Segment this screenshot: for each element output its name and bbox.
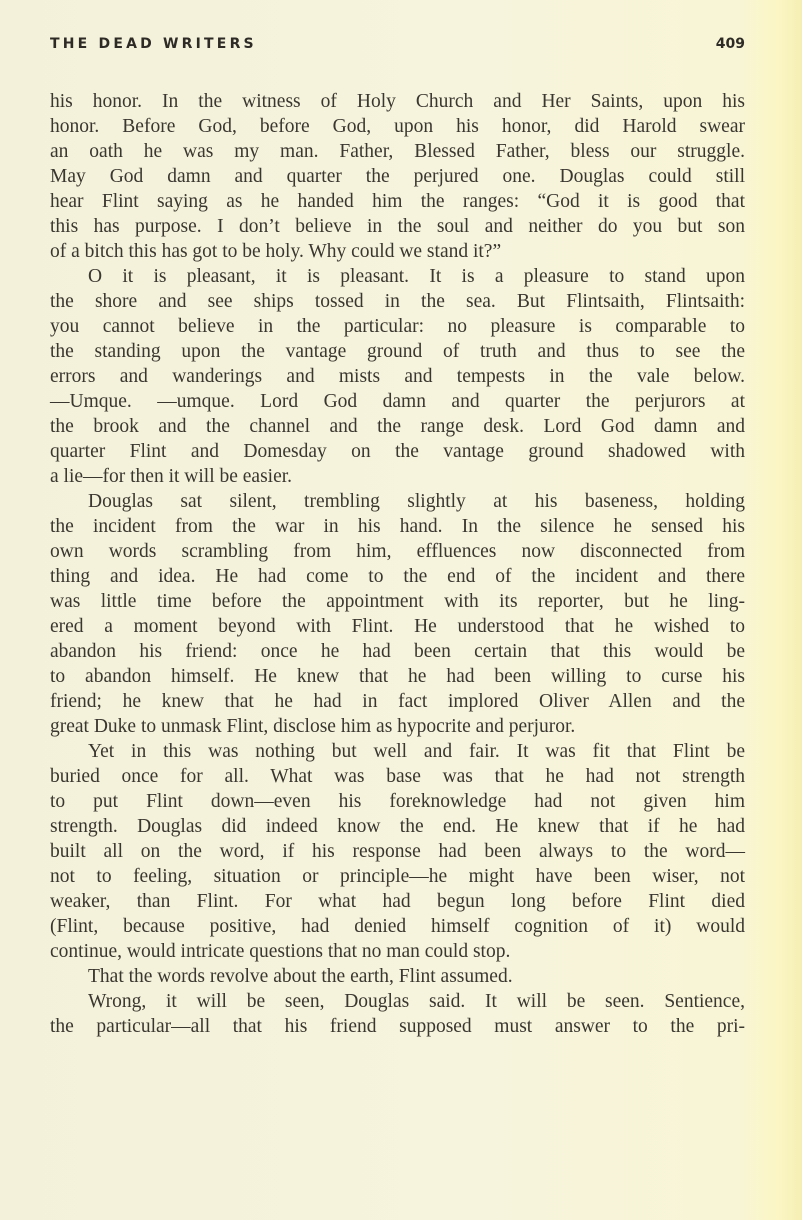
- text-line: you cannot believe in the particular: no pleasure is comparable to: [50, 316, 745, 337]
- text-line: —Umque. —umque. Lord God damn and quarter the perjurors at: [50, 391, 745, 412]
- text-line: was little time before the appointment with its reporter, but he ling-: [50, 591, 745, 612]
- paragraph: [50, 89, 745, 264]
- text-line: this has purpose. I don’t believe in the soul and neither do you but son: [50, 216, 745, 237]
- text-line: honor. Before God, before God, upon his honor, did Harold swear: [50, 116, 745, 137]
- text-line: weaker, than Flint. For what had begun long before Flint died: [50, 891, 745, 912]
- text-line: own words scrambling from him, effluences now disconnected from: [50, 541, 745, 562]
- text-line: continue, would intricate questions that no man could stop.: [50, 941, 511, 962]
- text-line: a lie—for then it will be easier.: [50, 466, 293, 487]
- page-number: 409: [715, 36, 745, 52]
- text-line: abandon his friend: once he had been certain that this would be: [50, 641, 745, 662]
- text-line: the brook and the channel and the range desk. Lord God damn and: [50, 416, 745, 437]
- text-line: of a bitch this has got to be holy. Why could we stand it?”: [50, 241, 502, 262]
- text-line: quarter Flint and Domesday on the vantage ground shadowed with: [50, 441, 745, 462]
- text-line: built all on the word, if his response had been always to the word—: [50, 841, 745, 862]
- text-line: the shore and see ships tossed in the sea. But Flintsaith, Flintsaith:: [50, 291, 745, 312]
- paragraph: [50, 964, 745, 989]
- text-line: great Duke to unmask Flint, disclose him as hypocrite and perjuror.: [50, 716, 576, 737]
- text-line: an oath he was my man. Father, Blessed Father, bless our struggle.: [50, 141, 745, 162]
- text-line: to abandon himself. He knew that he had been willing to curse his: [50, 666, 745, 687]
- text-line: to put Flint down—even his foreknowledge had not given him: [50, 791, 745, 812]
- text-line: hear Flint saying as he handed him the ranges: “God it is good that: [50, 191, 745, 212]
- text-line: not to feeling, situation or principle—he might have been wiser, not: [50, 866, 745, 887]
- text-line: That the words revolve about the earth, Flint assumed.: [88, 966, 513, 987]
- text-line: Douglas sat silent, trembling slightly at his baseness, holding: [88, 491, 745, 512]
- paragraph: [50, 489, 745, 739]
- text-line: thing and idea. He had come to the end of the incident and there: [50, 566, 745, 587]
- page-header: [50, 36, 745, 58]
- paragraph: [50, 989, 745, 1039]
- text-line: Wrong, it will be seen, Douglas said. It will be seen. Sentience,: [88, 991, 745, 1012]
- text-line: friend; he knew that he had in fact implored Oliver Allen and the: [50, 691, 745, 712]
- running-head: THE DEAD WRITERS: [50, 36, 257, 52]
- paragraph: [50, 264, 745, 489]
- text-line: buried once for all. What was base was that he had not strength: [50, 766, 745, 787]
- text-line: (Flint, because positive, had denied himself cognition of it) would: [50, 916, 745, 937]
- text-line: the particular—all that his friend supposed must answer to the pri-: [50, 1016, 745, 1037]
- paragraph: [50, 739, 745, 964]
- text-line: his honor. In the witness of Holy Church and Her Saints, upon his: [50, 91, 745, 112]
- text-line: the standing upon the vantage ground of truth and thus to see the: [50, 341, 745, 362]
- text-line: Yet in this was nothing but well and fair. It was fit that Flint be: [88, 741, 745, 762]
- text-line: ered a moment beyond with Flint. He understood that he wished to: [50, 616, 745, 637]
- text-line: May God damn and quarter the perjured one. Douglas could still: [50, 166, 745, 187]
- text-line: strength. Douglas did indeed know the end. He knew that if he had: [50, 816, 745, 837]
- text-line: O it is pleasant, it is pleasant. It is a pleasure to stand upon: [88, 266, 745, 287]
- text-line: errors and wanderings and mists and tempests in the vale below.: [50, 366, 745, 387]
- page-body: [50, 89, 745, 1039]
- text-line: the incident from the war in his hand. In the silence he sensed his: [50, 516, 745, 537]
